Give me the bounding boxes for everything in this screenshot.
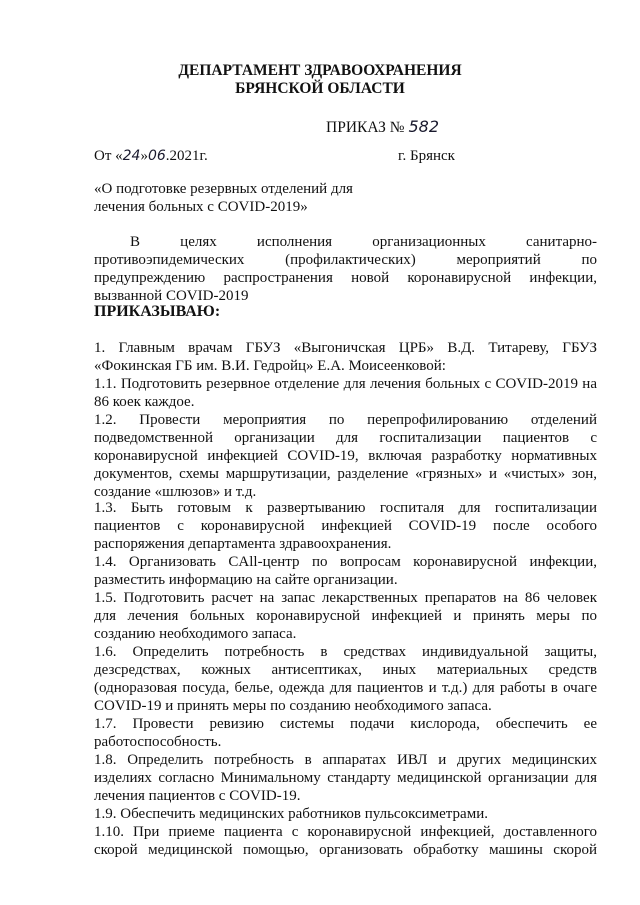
item-line: 1.8. Определить потребность в аппаратах ИВЛ и других медицинских xyxy=(94,752,597,768)
item-line: 1.2. Провести мероприятия по перепрофилированию отделений xyxy=(94,412,597,428)
date-prefix: От xyxy=(94,148,112,164)
date-day-handwritten: 24 xyxy=(122,148,141,164)
item-line: 1.3. Быть готовым к развертыванию госпиталя для госпитализации xyxy=(94,500,597,516)
preamble-line: противоэпидемических (профилактических) мероприятий по xyxy=(94,252,597,268)
item-line: 1.10. При приеме пациента с коронавирусной инфекцией, доставленного xyxy=(94,824,597,840)
item-line: документов, схемы маршрутизации, разделение «грязных» и «чистых» зон, xyxy=(94,466,597,482)
order-date: От «24»06.2021г. xyxy=(94,148,208,164)
item-line: подведомственной организации для госпитализации пациентов с xyxy=(94,430,597,446)
item-line: 1.1. Подготовить резервное отделение для лечения больных с COVID-2019 на xyxy=(94,376,597,392)
item-line: лечения пациентов с COVID-19. xyxy=(94,788,301,804)
item-line: 1.9. Обеспечить медицинских работников пульсоксиметрами. xyxy=(94,806,488,822)
item-line: работоспособность. xyxy=(94,734,222,750)
item-line: 1. Главным врачам ГБУЗ «Выгоничская ЦРБ» В.Д. Титареву, ГБУЗ xyxy=(94,340,597,356)
order-title xyxy=(326,117,439,137)
item-line: скорой медицинской помощью, организовать обработку машины скорой xyxy=(94,842,597,858)
item-line: для лечения больных коронавирусной инфекцией и принять меры по xyxy=(94,608,597,624)
preamble-line: В целях исполнения организационных санитарно- xyxy=(130,234,597,250)
item-line: коронавирусной инфекцией COVID-19, включая разработку нормативных xyxy=(94,448,597,464)
item-line: создание «шлюзов» и т.д. xyxy=(94,484,257,500)
preamble-line: предупреждению распространения новой коронавирусной инфекции, xyxy=(94,270,597,286)
item-line: пациентов с коронавирусной инфекцией COVID-19 после особого xyxy=(94,518,597,534)
item-line: разместить информацию на сайте организации. xyxy=(94,572,398,588)
item-line: «Фокинская ГБ им. В.И. Гедройц» Е.А. Моисеенковой: xyxy=(94,358,446,374)
item-line: COVID-19 и принять меры по созданию необходимого запаса. xyxy=(94,698,492,714)
item-line: 1.6. Определить потребность в средствах индивидуальной защиты, xyxy=(94,644,597,660)
preamble-line: вызванной COVID-2019 xyxy=(94,288,249,304)
order-word: ПРИКАЗЫВАЮ: xyxy=(94,303,221,320)
order-label: ПРИКАЗ № xyxy=(326,119,405,136)
item-line: распоряжения департамента здравоохранения. xyxy=(94,536,392,552)
city-name: г. Брянск xyxy=(398,148,455,164)
item-line: дезсредствах, кожных антисептиках, иных материальных средств xyxy=(94,662,597,678)
item-line: 1.5. Подготовить расчет на запас лекарственных препаратов на 86 человек xyxy=(94,590,597,606)
item-line: 1.7. Провести ревизию системы подачи кислорода, обеспечить ее xyxy=(94,716,597,732)
subject-line2: лечения больных с COVID-2019» xyxy=(94,199,308,215)
item-line: 86 коек каждое. xyxy=(94,394,195,410)
item-line: (одноразовая посуда, белье, одежда для пациентов и т.д.) для работы в очаге xyxy=(94,680,597,696)
item-line: созданию необходимого запаса. xyxy=(94,626,297,642)
order-number-handwritten: 582 xyxy=(408,117,440,136)
date-month-handwritten: 06 xyxy=(147,148,166,164)
item-line: изделиях согласно Минимальному стандарту медицинской организации для xyxy=(94,770,597,786)
subject-line1: «О подготовке резервных отделений для xyxy=(94,181,353,197)
department-name-line2: БРЯНСКОЙ ОБЛАСТИ xyxy=(235,80,405,97)
department-name-line1: ДЕПАРТАМЕНТ ЗДРАВООХРАНЕНИЯ xyxy=(178,62,462,79)
date-year: .2021г. xyxy=(165,148,208,164)
item-line: 1.4. Организовать CAll-центр по вопросам коронавирусной инфекции, xyxy=(94,554,597,570)
